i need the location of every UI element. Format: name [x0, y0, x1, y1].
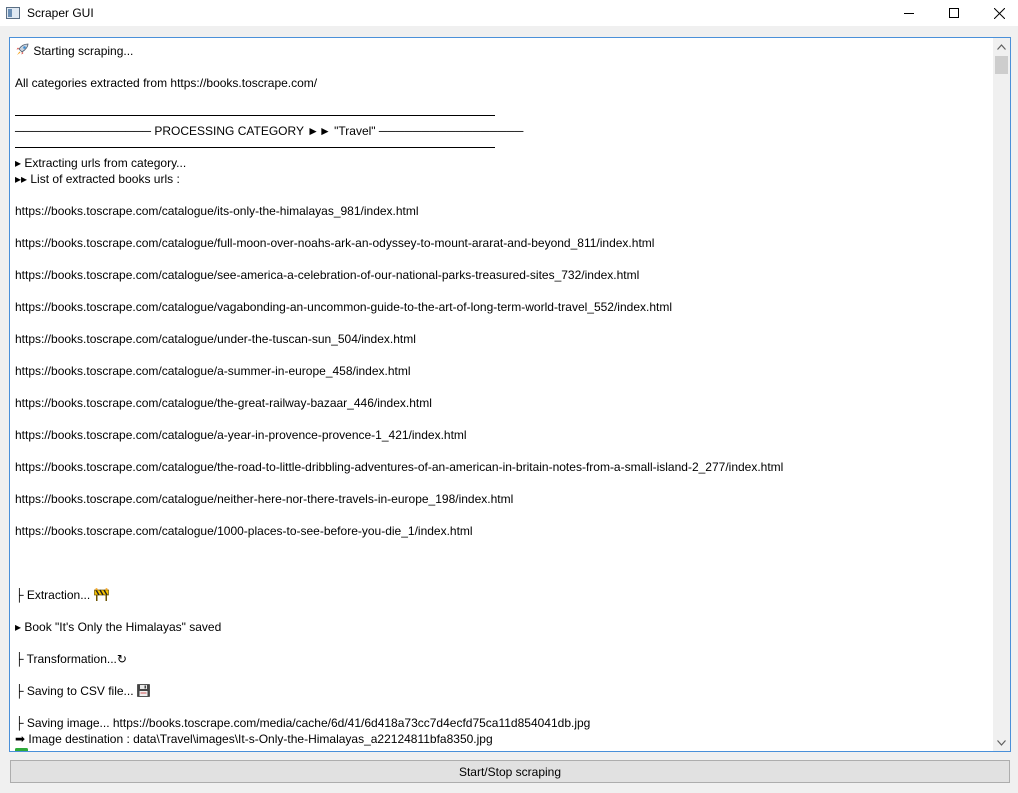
log-line-extraction: ├ Extraction...: [15, 587, 109, 603]
chevron-up-icon: [997, 44, 1006, 50]
scroll-up-button[interactable]: [993, 38, 1010, 55]
log-line-extracting-urls: ▸ Extracting urls from category...: [15, 156, 187, 170]
scroll-down-button[interactable]: [993, 734, 1010, 751]
title-bar: [0, 0, 1018, 26]
separator-bottom: [15, 147, 495, 148]
floppy-disk-icon: [137, 684, 150, 701]
log-line-list-header: ▸▸ List of extracted books urls :: [15, 172, 180, 186]
check-icon: [15, 748, 28, 752]
minimize-button[interactable]: [886, 0, 932, 26]
window-title: Scraper GUI: [27, 6, 94, 20]
log-line-image-destination: ➡ Image destination : data\Travel\images\It-s-Only-the-Himalayas_a22124811bfa8350.jpg: [15, 732, 493, 746]
url-line: https://books.toscrape.com/catalogue/a-summer-in-europe_458/index.html: [15, 364, 411, 378]
app-icon: [6, 7, 20, 19]
rocket-icon: [15, 43, 30, 61]
log-line-saving-image: ├ Saving image... https://books.toscrape.com/media/cache/6d/41/6d418a73cc7d4ecfd75ca11d854041db.jpg: [15, 716, 591, 730]
url-line: https://books.toscrape.com/catalogue/the-road-to-little-dribbling-adventures-of-an-american-in-britain-notes-from-a-small-island-2_277/index.html: [15, 460, 784, 474]
vertical-scrollbar[interactable]: [993, 38, 1010, 751]
scroll-thumb[interactable]: [995, 56, 1008, 74]
url-line: https://books.toscrape.com/catalogue/a-year-in-provence-provence-1_421/index.html: [15, 428, 467, 442]
log-line-book-saved: ▸ Book "It's Only the Himalayas" saved: [15, 620, 222, 634]
close-button[interactable]: [976, 0, 1018, 26]
log-line-categories: All categories extracted from https://books.toscrape.com/: [15, 76, 318, 90]
log-line-transformation: ├ Transformation...↻: [15, 652, 127, 666]
log-text-area[interactable]: [9, 37, 1011, 752]
log-line-processing-category: ──────────────── PROCESSING CATEGORY ►► "Travel" ─────────────────: [15, 124, 524, 138]
close-icon: [994, 8, 1005, 19]
separator-top: [15, 115, 495, 116]
log-line-starting: Starting scraping...: [15, 43, 133, 59]
start-stop-button[interactable]: Start/Stop scraping: [10, 760, 1010, 783]
log-line-saving-csv: ├ Saving to CSV file...: [15, 683, 150, 699]
log-line-partial: [15, 747, 28, 752]
construction-icon: [94, 588, 109, 605]
url-line: https://books.toscrape.com/catalogue/the-great-railway-bazaar_446/index.html: [15, 396, 432, 410]
url-line: https://books.toscrape.com/catalogue/vagabonding-an-uncommon-guide-to-the-art-of-long-term-world-travel_552/index.html: [15, 300, 672, 314]
url-line: https://books.toscrape.com/catalogue/see-america-a-celebration-of-our-national-parks-treasured-sites_732/index.html: [15, 268, 640, 282]
url-line: https://books.toscrape.com/catalogue/its-only-the-himalayas_981/index.html: [15, 204, 419, 218]
url-line: https://books.toscrape.com/catalogue/1000-places-to-see-before-you-die_1/index.html: [15, 524, 473, 538]
url-line: https://books.toscrape.com/catalogue/full-moon-over-noahs-ark-an-odyssey-to-mount-ararat-and-beyond_811/index.html: [15, 236, 655, 250]
url-line: https://books.toscrape.com/catalogue/neither-here-nor-there-travels-in-europe_198/index.html: [15, 492, 514, 506]
url-line: https://books.toscrape.com/catalogue/under-the-tuscan-sun_504/index.html: [15, 332, 416, 346]
maximize-button[interactable]: [931, 0, 977, 26]
minimize-icon: [904, 8, 914, 18]
chevron-down-icon: [997, 740, 1006, 746]
maximize-icon: [949, 8, 959, 18]
